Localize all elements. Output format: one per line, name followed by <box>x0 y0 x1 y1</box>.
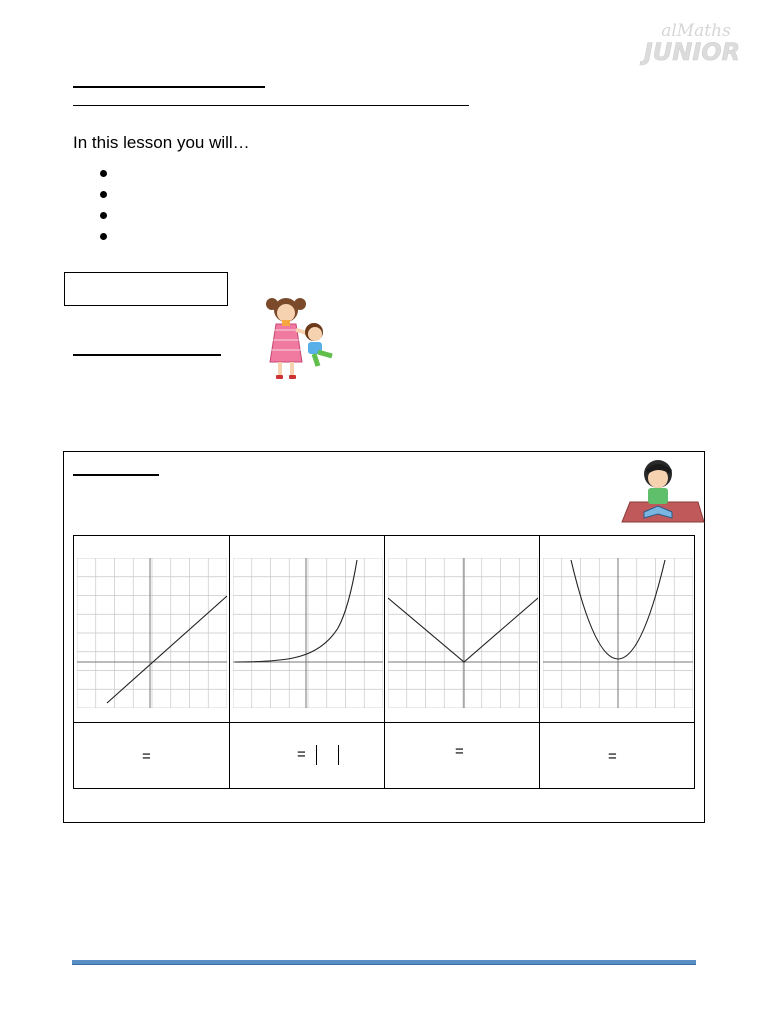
graph-cell-linear <box>74 536 229 788</box>
absolute-value-graph <box>388 558 538 708</box>
bullet-icon <box>100 191 107 198</box>
linear-graph <box>77 558 227 708</box>
section-heading-underline <box>73 354 221 356</box>
equals-sign: = <box>455 743 464 760</box>
abs-bar-left <box>316 745 317 765</box>
graph-cell-exponential <box>229 536 385 788</box>
activity-heading-underline <box>73 474 159 476</box>
logo-small-text: alMaths <box>661 21 731 41</box>
equals-sign: = <box>142 748 151 765</box>
graph-cell-quadratic <box>539 536 695 788</box>
abs-bar-right <box>338 745 339 765</box>
quadratic-graph <box>543 558 693 708</box>
title-underline <box>73 86 265 88</box>
bullet-icon <box>100 170 107 177</box>
lesson-intro: In this lesson you will… <box>73 133 250 152</box>
maths-junior-logo <box>636 14 746 94</box>
equals-sign: = <box>608 748 617 765</box>
equals-sign: = <box>297 746 306 763</box>
logo-big-text: JUNIOR <box>643 38 741 66</box>
exponential-curve <box>235 560 357 662</box>
footer-rule <box>72 960 696 965</box>
mother-child-illustration <box>258 290 338 382</box>
graph-cell-absolute-value <box>384 536 540 788</box>
starter-box <box>64 272 228 306</box>
exponential-graph <box>233 558 383 708</box>
boy-reading-illustration <box>614 456 706 526</box>
graph-table <box>73 535 695 789</box>
bullet-icon <box>100 212 107 219</box>
linear-curve <box>107 596 227 703</box>
bullet-icon <box>100 233 107 240</box>
subtitle-underline <box>73 105 469 106</box>
